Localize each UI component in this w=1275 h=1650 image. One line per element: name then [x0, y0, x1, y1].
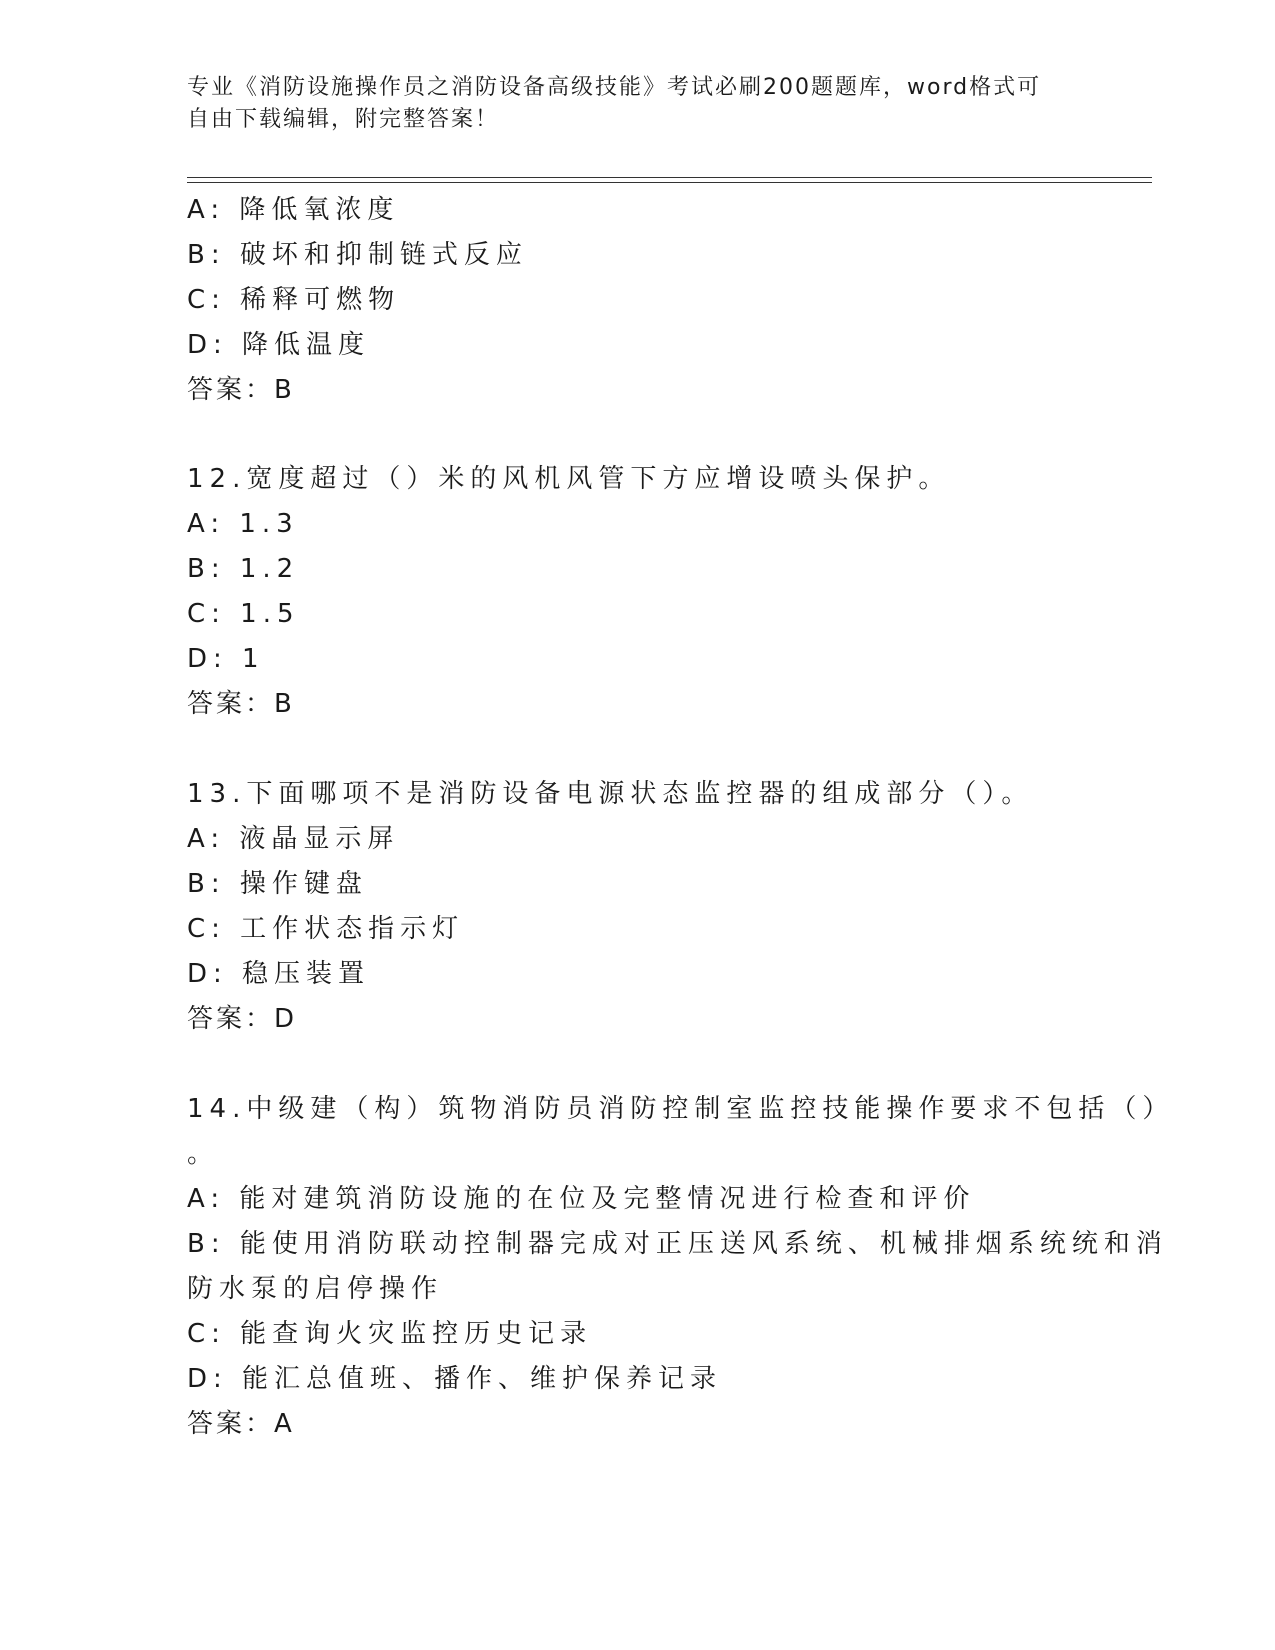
question-12-answer: [187, 686, 295, 722]
question-13-option-a: A: 液晶显示屏: [187, 824, 400, 854]
option-d: D: 降低温度: [187, 330, 371, 360]
question-12-option-d: D: 1: [187, 644, 265, 674]
header-divider-bottom: [187, 182, 1152, 183]
header-divider-top: [187, 177, 1152, 178]
question-12-option-c: C: 1.5: [187, 599, 300, 629]
question-14-option-a: A: 能对建筑消防设施的在位及完整情况进行检查和评价: [187, 1184, 976, 1214]
question-12-option-a: A: 1.3: [187, 509, 299, 539]
answer-label: 答案：: [187, 1004, 275, 1034]
answer-label: 答案：: [187, 1409, 275, 1439]
answer-line: [187, 372, 295, 408]
header-title-line-1: 专业《消防设施操作员之消防设备高级技能》考试必刷200题题库，word格式可: [187, 75, 1042, 100]
option-c: C: 稀释可燃物: [187, 285, 401, 315]
answer-label: 答案：: [187, 689, 275, 719]
option-b: B: 破坏和抑制链式反应: [187, 240, 528, 270]
document-header: [187, 72, 1067, 136]
question-13-option-b: B: 操作键盘: [187, 869, 368, 899]
answer-value: A: [274, 1409, 295, 1439]
answer-label: 答案：: [187, 375, 275, 405]
answer-value: B: [274, 689, 295, 719]
question-12: 12.宽度超过（）米的风机风管下方应增设喷头保护。: [187, 464, 951, 494]
question-13-option-d: D: 稳压装置: [187, 959, 371, 989]
answer-value: D: [274, 1004, 298, 1034]
answer-value: B: [274, 375, 295, 405]
header-title-line-2: 自由下载编辑，附完整答案！: [187, 107, 500, 132]
question-13: 13.下面哪项不是消防设备电源状态监控器的组成部分（）。: [187, 779, 1034, 809]
question-13-answer: [187, 1001, 297, 1037]
question-12-option-b: B: 1.2: [187, 554, 300, 584]
question-14-option-b: B: 能使用消防联动控制器完成对正压送风系统、机械排烟系统统和消: [187, 1229, 1168, 1259]
question-14-line-2: 。: [187, 1139, 220, 1169]
question-13-option-c: C: 工作状态指示灯: [187, 914, 465, 944]
question-14-option-b-continued: 防水泵的启停操作: [187, 1274, 444, 1304]
question-14-option-c: C: 能查询火灾监控历史记录: [187, 1319, 593, 1349]
question-14-line-1: 14.中级建（构）筑物消防员消防控制室监控技能操作要求不包括（）: [187, 1094, 1175, 1124]
question-14-option-d: D: 能汇总值班、播作、维护保养记录: [187, 1364, 723, 1394]
option-a: A: 降低氧浓度: [187, 195, 400, 225]
question-14-answer: [187, 1406, 295, 1442]
